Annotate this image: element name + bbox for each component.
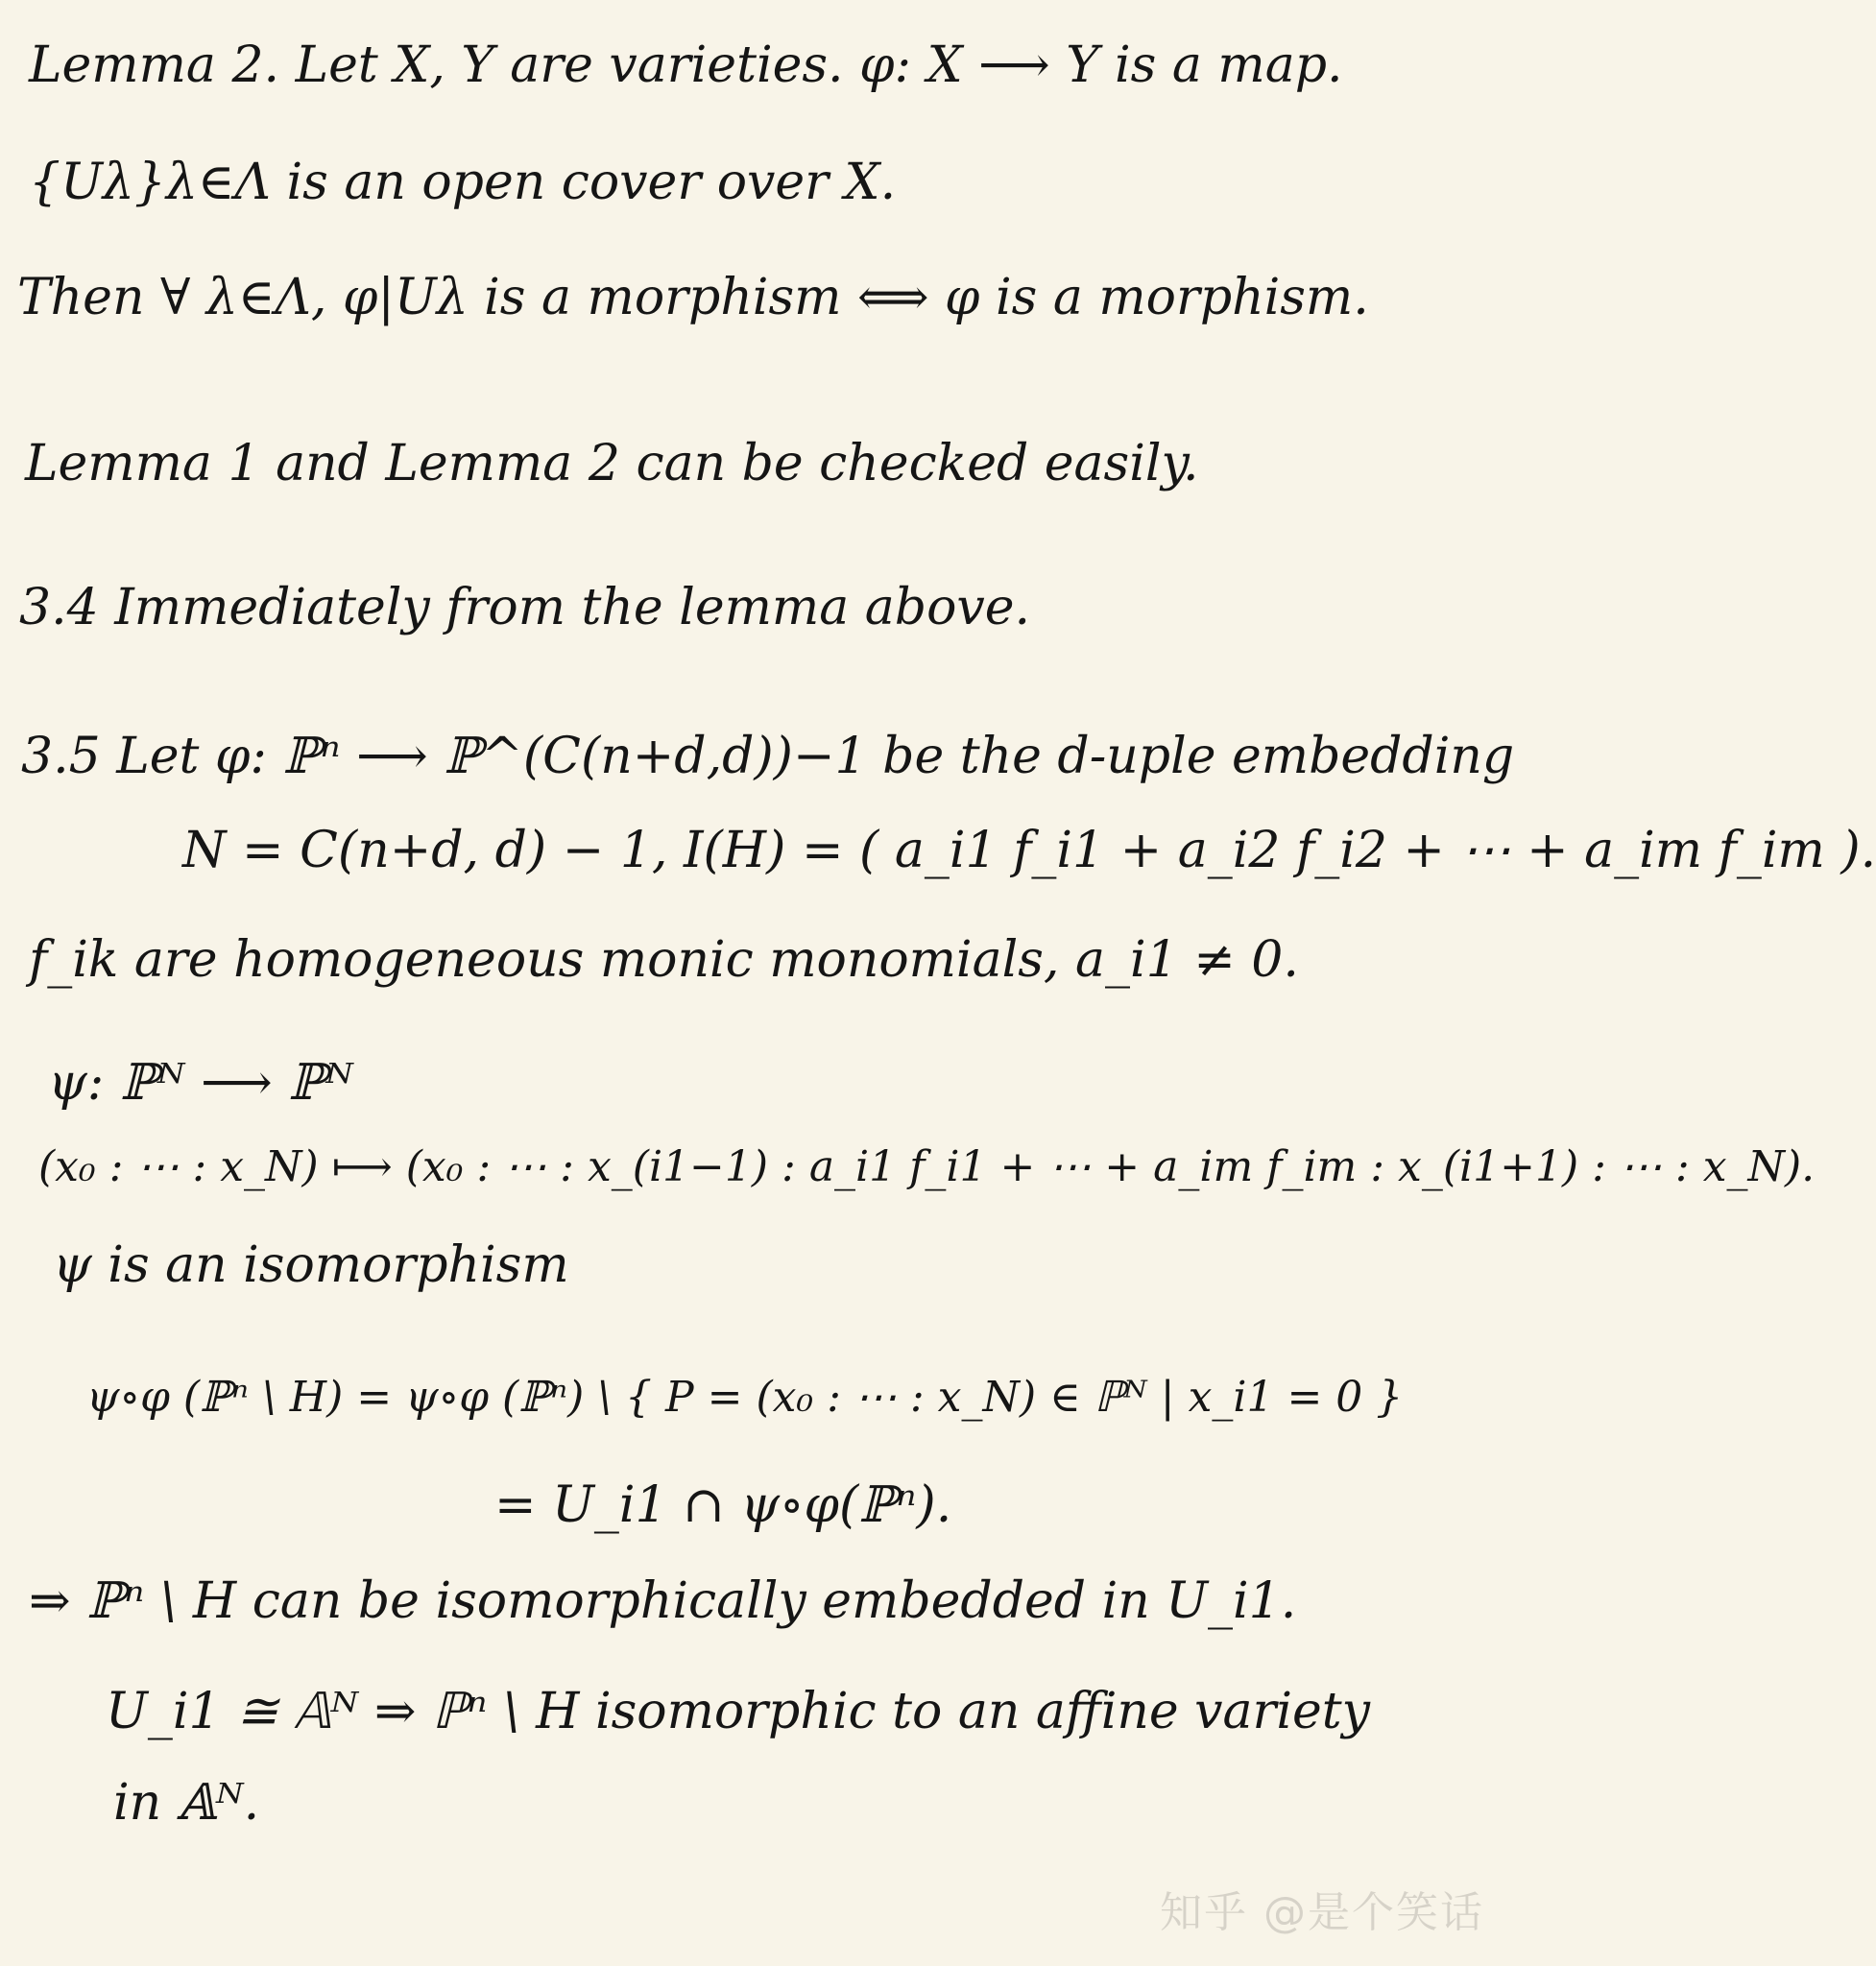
psi-isomorphism-line: ψ is an isomorphism: [53, 1236, 569, 1294]
section-3-5-line2: N = C(n+d, d) − 1, I(H) = ( a_i1 f_i1 + a_i2 f_i2 + ⋯ + a_im f_im ).: [182, 822, 1876, 879]
psi-map-line: ψ: ℙᴺ ⟶ ℙᴺ: [48, 1054, 353, 1112]
lemma2-statement-line1: Lemma 2. Let X, Y are varieties. φ: X ⟶ Y is a map.: [29, 36, 1343, 94]
section-3-5-line1: 3.5 Let φ: ℙⁿ ⟶ ℙ^(C(n+d,d))−1 be the d-uple embedding: [21, 728, 1515, 785]
conclusion-line3: in 𝔸ᴺ.: [113, 1774, 260, 1832]
lemma2-statement-line3: Then ∀ λ∈Λ, φ|Uλ is a morphism ⟺ φ is a morphism.: [17, 269, 1369, 326]
section-3-5-line3: f_ik are homogeneous monic monomials, a_i1 ≠ 0.: [29, 931, 1299, 989]
conclusion-line1: ⇒ ℙⁿ \ H can be isomorphically embedded in U_i1.: [29, 1572, 1297, 1630]
watermark: 知乎 @是个笑话: [1160, 1888, 1484, 1937]
lemmas-checked-line: Lemma 1 and Lemma 2 can be checked easily.: [25, 435, 1199, 492]
image-equation-line1: ψ∘φ (ℙⁿ \ H) = ψ∘φ (ℙⁿ) \ { P = (x₀ : ⋯ : x_N) ∈ ℙᴺ | x_i1 = 0 }: [86, 1373, 1404, 1422]
section-3-4-line: 3.4 Immediately from the lemma above.: [19, 579, 1031, 636]
conclusion-line2: U_i1 ≅ 𝔸ᴺ ⇒ ℙⁿ \ H isomorphic to an affine variety: [106, 1683, 1371, 1740]
lemma2-statement-line2: {Uλ}λ∈Λ is an open cover over X.: [29, 154, 897, 211]
psi-definition-line: (x₀ : ⋯ : x_N) ⟼ (x₀ : ⋯ : x_(i1−1) : a_i1 f_i1 + ⋯ + a_im f_im : x_(i1+1) : ⋯ : x_N).: [38, 1142, 1816, 1191]
image-equation-line2: = U_i1 ∩ ψ∘φ(ℙⁿ).: [494, 1476, 952, 1534]
